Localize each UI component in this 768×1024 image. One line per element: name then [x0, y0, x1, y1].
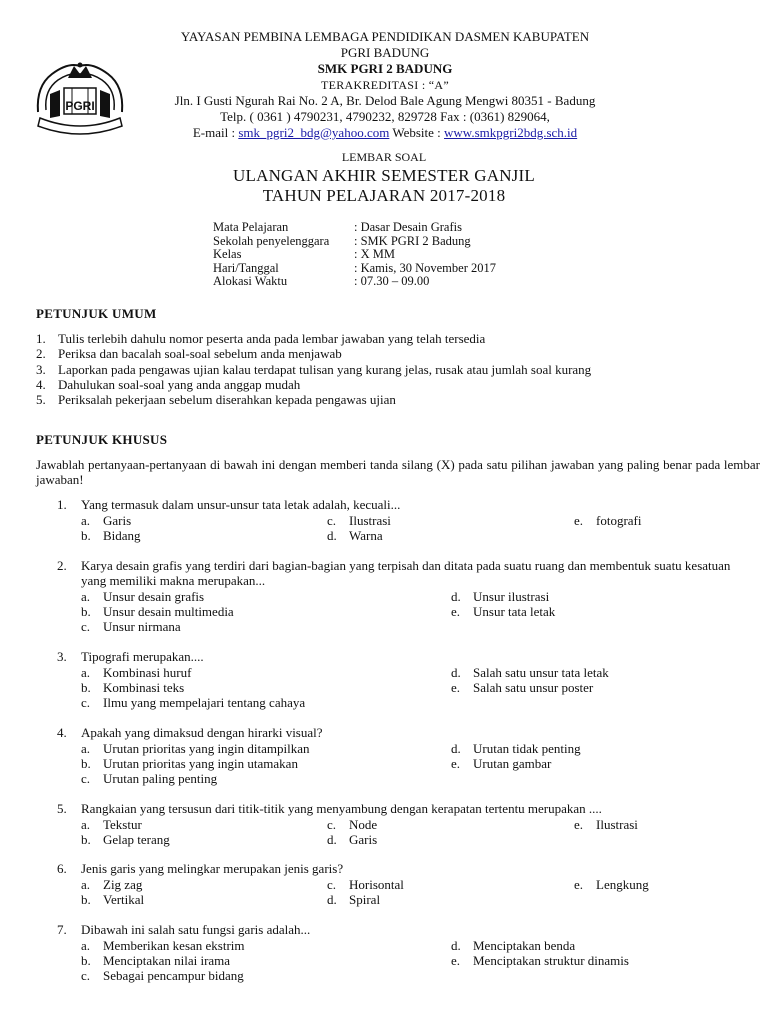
question-text: Apakah yang dimaksud dengan hirarki visual?	[81, 725, 323, 740]
school-name: SMK PGRI 2 BADUNG	[317, 61, 453, 76]
email-link[interactable]: smk_pgri2_bdg@yahoo.com	[238, 125, 390, 140]
info-value: : SMK PGRI 2 Badung	[354, 233, 471, 248]
option-b[interactable]: b. Vertikal	[81, 892, 145, 907]
option-e[interactable]: e. Menciptakan struktur dinamis	[451, 953, 629, 968]
question-2	[57, 558, 757, 634]
accreditation: TERAKREDITASI : “A”	[320, 78, 450, 92]
list-num: 3.	[36, 361, 46, 377]
petunjuk-umum-list	[36, 331, 591, 407]
question-text: Dibawah ini salah satu fungsi garis adalah...	[81, 922, 311, 937]
question-number: 3.	[57, 649, 67, 664]
list-item	[36, 362, 591, 377]
list-item	[36, 331, 591, 346]
option-b[interactable]: b. Bidang	[81, 528, 141, 543]
info-row	[213, 248, 496, 262]
question-5	[57, 801, 757, 847]
option-a[interactable]: a. Tekstur	[81, 817, 142, 832]
list-num: 1.	[36, 331, 46, 346]
option-b[interactable]: b. Kombinasi teks	[81, 680, 185, 695]
foundation-name: YAYASAN PEMBINA LEMBAGA PENDIDIKAN DASMEN KABUPATEN	[180, 29, 590, 44]
list-text: Periksa dan bacalah soal-soal sebelum anda menjawab	[58, 346, 342, 362]
info-value: : Kamis, 30 November 2017	[354, 260, 496, 275]
pgri-badung: PGRI BADUNG	[340, 45, 430, 60]
petunjuk-umum-title: PETUNJUK UMUM	[36, 306, 157, 321]
list-num: 4.	[36, 376, 46, 392]
question-text: Jenis garis yang melingkar merupakan jenis garis?	[81, 861, 344, 876]
question-number: 7.	[57, 922, 67, 937]
option-e[interactable]: e. Unsur tata letak	[451, 604, 556, 619]
pgri-logo-icon	[30, 60, 130, 138]
option-a[interactable]: a. Zig zag	[81, 877, 143, 892]
option-e[interactable]: e. Urutan gambar	[451, 756, 552, 771]
list-num: 5.	[36, 392, 46, 408]
info-value: : Dasar Desain Grafis	[354, 220, 462, 234]
address: Jln. I Gusti Ngurah Rai No. 2 A, Br. Delod Bale Agung Mengwi 80351 - Badung	[174, 93, 596, 108]
list-item	[36, 346, 591, 361]
question-number: 6.	[57, 861, 67, 876]
exam-info	[213, 221, 496, 289]
email-label: E-mail :	[192, 125, 236, 140]
petunjuk-khusus-title: PETUNJUK KHUSUS	[36, 432, 168, 447]
info-row	[213, 221, 496, 235]
info-row	[213, 275, 496, 289]
info-value: : X MM	[354, 247, 395, 261]
question-text: Yang termasuk dalam unsur-unsur tata letak adalah, kecuali...	[81, 497, 401, 512]
info-label: Hari/Tanggal	[213, 260, 279, 275]
list-num: 2.	[36, 346, 46, 362]
option-e[interactable]: e. fotografi	[574, 513, 642, 528]
list-text: Periksalah pekerjaan sebelum diserahkan kepada pengawas ujian	[58, 392, 396, 408]
lembar-soal: LEMBAR SOAL	[341, 150, 427, 164]
question-4	[57, 725, 757, 786]
option-c[interactable]: c. Unsur nirmana	[81, 619, 181, 634]
option-d[interactable]: d. Spiral	[327, 892, 381, 907]
option-d[interactable]: d. Menciptakan benda	[451, 938, 576, 953]
exam-year: TAHUN PELAJARAN 2017-2018	[262, 186, 506, 205]
info-label: Sekolah penyelenggara	[213, 233, 330, 248]
question-text: Rangkaian yang tersusun dari titik-titik yang menyambung dengan kerapatan tertentu merupakan ....	[81, 801, 602, 816]
website-label: Website :	[392, 125, 441, 140]
option-b[interactable]: b. Menciptakan nilai irama	[81, 953, 231, 968]
option-d[interactable]: d. Salah satu unsur tata letak	[451, 665, 609, 680]
option-b[interactable]: b. Urutan prioritas yang ingin utamakan	[81, 756, 298, 771]
question-number: 4.	[57, 725, 67, 740]
school-header	[130, 29, 640, 141]
question-text: Karya desain grafis yang terdiri dari bagian-bagian yang terpisah dan ditata pada suatu ruang dan membentuk suatu kesatuan yang memiliki makna merupakan...	[81, 558, 731, 589]
option-a[interactable]: a. Unsur desain grafis	[81, 589, 205, 604]
option-c[interactable]: c. Node	[327, 817, 378, 832]
question-7	[57, 922, 757, 983]
info-label: Alokasi Waktu	[213, 274, 288, 288]
option-d[interactable]: d. Garis	[327, 832, 378, 847]
question-number: 5.	[57, 801, 67, 816]
contact-line	[130, 125, 640, 141]
question-number: 2.	[57, 558, 67, 573]
phone: Telp. ( 0361 ) 4790231, 4790232, 829728 Fax : (0361) 829064,	[220, 109, 550, 124]
option-b[interactable]: b. Gelap terang	[81, 832, 170, 847]
option-c[interactable]: c. Horisontal	[327, 877, 404, 892]
list-item	[36, 377, 591, 392]
list-text: Laporkan pada pengawas ujian kalau terdapat tulisan yang kurang jelas, rusak atau jumlah soal kurang	[58, 361, 592, 377]
option-c[interactable]: c. Ilmu yang mempelajari tentang cahaya	[81, 695, 306, 710]
list-text: Dahulukan soal-soal yang anda anggap mudah	[58, 376, 301, 392]
info-label: Kelas	[213, 247, 242, 261]
website-link[interactable]: www.smkpgri2bdg.sch.id	[444, 125, 578, 140]
option-e[interactable]: e. Ilustrasi	[574, 817, 638, 832]
list-text: Tulis terlebih dahulu nomor peserta anda pada lembar jawaban yang telah tersedia	[58, 331, 486, 346]
question-3	[57, 649, 757, 710]
option-c[interactable]: c. Ilustrasi	[327, 513, 391, 528]
option-d[interactable]: d. Urutan tidak penting	[451, 741, 581, 756]
option-a[interactable]: a. Kombinasi huruf	[81, 665, 192, 680]
info-row	[213, 262, 496, 276]
option-a[interactable]: a. Urutan prioritas yang ingin ditampilkan	[81, 741, 310, 756]
question-number: 1.	[57, 497, 67, 512]
option-a[interactable]: a. Memberikan kesan ekstrim	[81, 938, 245, 953]
option-d[interactable]: d. Unsur ilustrasi	[451, 589, 550, 604]
option-c[interactable]: c. Urutan paling penting	[81, 771, 218, 786]
option-e[interactable]: e. Lengkung	[574, 877, 649, 892]
option-c[interactable]: c. Sebagai pencampur bidang	[81, 968, 244, 983]
info-row	[213, 235, 496, 249]
question-text: Tipografi merupakan....	[81, 649, 204, 664]
question-1	[57, 497, 757, 543]
petunjuk-khusus-instruction: Jawablah pertanyaan-pertanyaan di bawah ini dengan memberi tanda silang (X) pada satu pilihan jawaban yang paling benar pada lembar jawaban!	[36, 457, 760, 487]
option-d[interactable]: d. Warna	[327, 528, 383, 543]
logo-text: PGRI	[65, 99, 95, 113]
info-value: : 07.30 – 09.00	[354, 274, 430, 288]
question-6	[57, 861, 757, 907]
option-b[interactable]: b. Unsur desain multimedia	[81, 604, 234, 619]
option-a[interactable]: a. Garis	[81, 513, 132, 528]
exam-title: ULANGAN AKHIR SEMESTER GANJIL	[233, 166, 535, 185]
list-item	[36, 392, 591, 407]
info-label: Mata Pelajaran	[213, 220, 289, 234]
option-e[interactable]: e. Salah satu unsur poster	[451, 680, 594, 695]
